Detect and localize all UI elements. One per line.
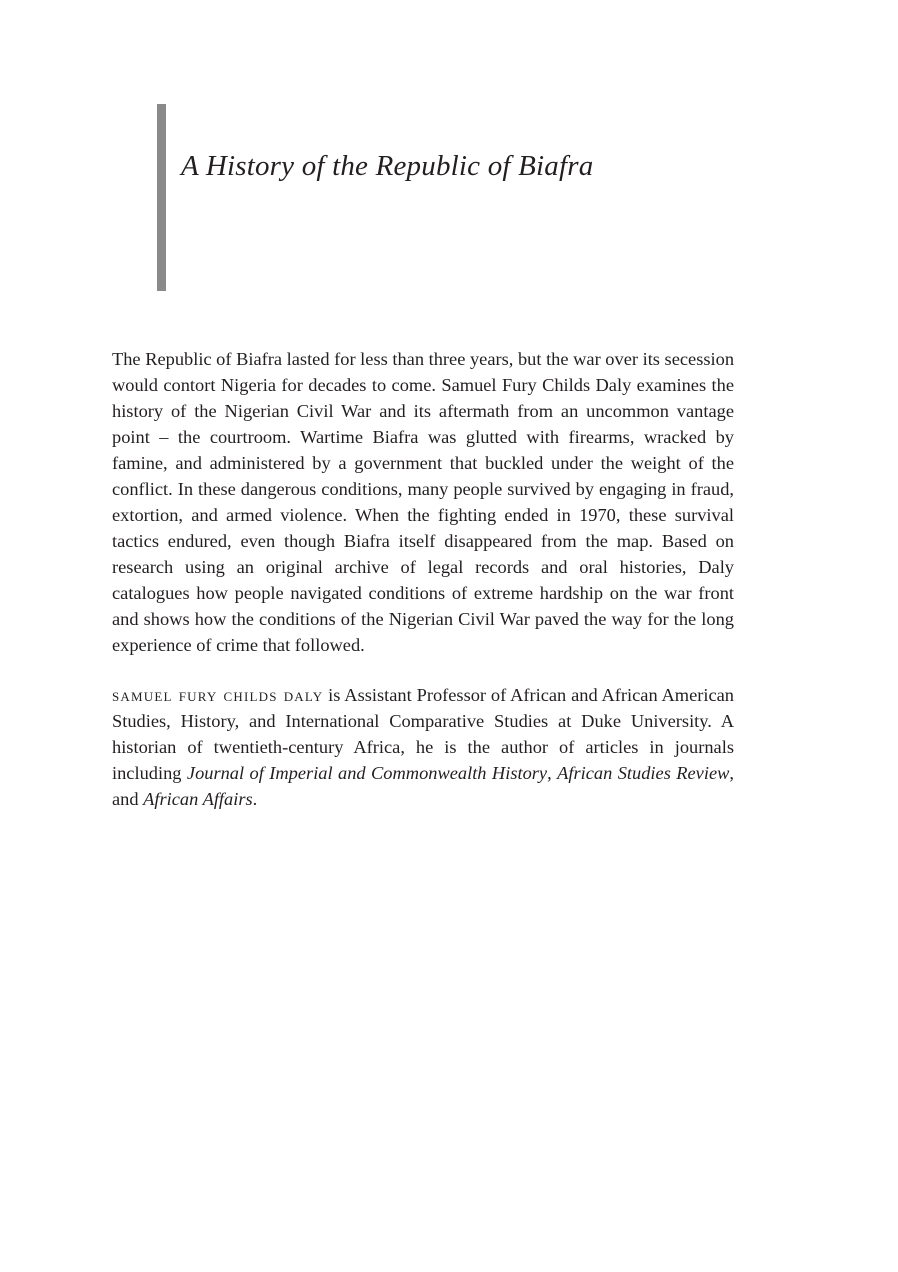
bio-end: . [252,789,258,809]
author-bio [112,682,734,812]
bio-separator: , and [112,763,734,809]
book-title: A History of the Republic of Biafra [181,150,594,182]
journal-title: African Studies Review [557,763,730,783]
bio-text: is Assistant Professor of African and African American Studies, History, and International Comparative Studies at Duke University. A historian of twentieth-century Africa, he is the author of articles in journals including [112,685,734,783]
title-block [157,104,757,291]
journal-title: African Affairs [143,789,253,809]
title-rule [157,104,166,291]
book-description: The Republic of Biafra lasted for less than three years, but the war over its secession would contort Nigeria for decades to come. Samuel Fury Childs Daly examines the history of the Nigerian Civil War and its aftermath from an uncommon vantage point – the courtroom. Wartime Biafra was glutted with firearms, wracked by famine, and administered by a government that buckled under the weight of the conflict. In these dangerous conditions, many people survived by engaging in fraud, extortion, and armed violence. When the fighting ended in 1970, these survival tactics endured, even though Biafra itself disappeared from the map. Based on research using an original archive of legal records and oral histories, Daly catalogues how people navigated conditions of extreme hardship on the war front and shows how the conditions of the Nigerian Civil War paved the way for the long experience of crime that followed. [112,349,735,655]
body-text [112,346,734,812]
journal-title: Journal of Imperial and Commonwealth History [186,763,548,783]
author-name: samuel fury childs daly [112,685,324,705]
bio-separator: , [547,763,558,783]
